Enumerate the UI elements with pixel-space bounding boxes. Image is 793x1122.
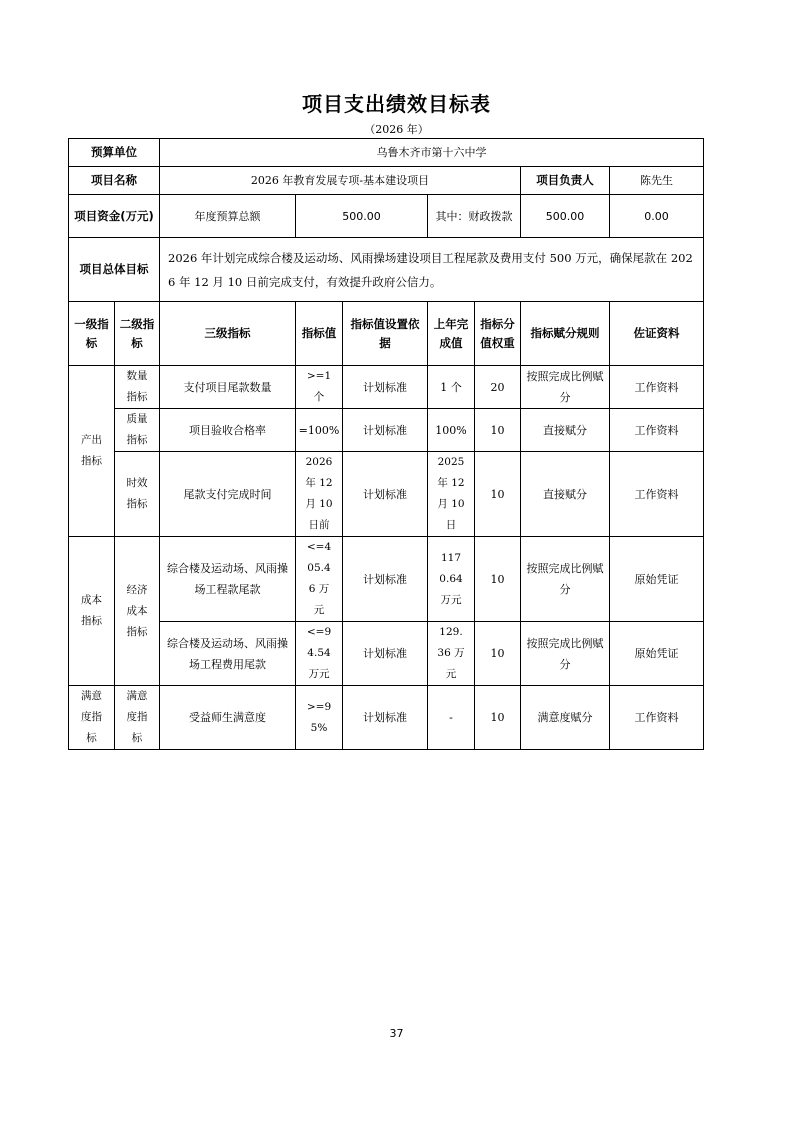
indicator-name: 综合楼及运动场、风雨操场工程款尾款 <box>160 537 296 622</box>
indicator-basis: 计划标准 <box>343 409 428 452</box>
annual-budget-value: 500.00 <box>296 195 428 238</box>
annual-budget-label: 年度预算总额 <box>160 195 296 238</box>
table-row <box>69 686 704 750</box>
indicator-target: >=1 个 <box>296 366 343 409</box>
indicator-evidence: 工作资料 <box>610 366 704 409</box>
header-level1: 一级指标 <box>69 302 115 366</box>
subgroup-economic: 经济成本指标 <box>115 537 160 686</box>
indicator-last-year: 2025 年 12 月 10 日 <box>428 452 475 537</box>
header-rule: 指标赋分规则 <box>521 302 610 366</box>
indicator-weight: 20 <box>475 366 521 409</box>
other-funds-value: 0.00 <box>610 195 704 238</box>
indicator-rule: 按照完成比例赋分 <box>521 622 610 686</box>
project-leader-value: 陈先生 <box>610 167 704 195</box>
header-target: 指标值 <box>296 302 343 366</box>
indicator-weight: 10 <box>475 409 521 452</box>
indicator-name: 尾款支付完成时间 <box>160 452 296 537</box>
subgroup-quantity: 数量指标 <box>115 366 160 409</box>
group-output: 产出指标 <box>69 366 115 537</box>
indicator-target: <=405.46 万元 <box>296 537 343 622</box>
document-title: 项目支出绩效目标表 <box>302 92 491 116</box>
indicator-weight: 10 <box>475 686 521 750</box>
indicator-name: 项目验收合格率 <box>160 409 296 452</box>
indicator-header-row <box>69 302 704 366</box>
indicator-basis: 计划标准 <box>343 452 428 537</box>
table-row <box>69 409 704 452</box>
group-satisfaction: 满意度指标 <box>69 686 115 750</box>
indicator-rule: 满意度赋分 <box>521 686 610 750</box>
document-year: （2026 年） <box>364 123 429 136</box>
project-name-label: 项目名称 <box>69 167 160 195</box>
indicator-rule: 按照完成比例赋分 <box>521 537 610 622</box>
overall-goal-text: 2026 年计划完成综合楼及运动场、风雨操场建设项目工程尾款及费用支付 500 万元，确保尾款在 2026 年 12 月 10 日前完成支付，有效提升政府公信力。 <box>160 238 704 302</box>
indicator-evidence: 工作资料 <box>610 686 704 750</box>
indicator-last-year: 129.36 万元 <box>428 622 475 686</box>
indicator-last-year: 1170.64 万元 <box>428 537 475 622</box>
subgroup-satisfaction: 满意度指标 <box>115 686 160 750</box>
indicator-evidence: 原始凭证 <box>610 537 704 622</box>
project-name-value: 2026 年教育发展专项-基本建设项目 <box>160 167 521 195</box>
indicator-name: 支付项目尾款数量 <box>160 366 296 409</box>
indicator-target: <=94.54 万元 <box>296 622 343 686</box>
indicator-name: 综合楼及运动场、风雨操场工程费用尾款 <box>160 622 296 686</box>
header-evidence: 佐证资料 <box>610 302 704 366</box>
indicator-basis: 计划标准 <box>343 366 428 409</box>
indicator-target: >=95% <box>296 686 343 750</box>
table-row <box>69 366 704 409</box>
indicator-rule: 直接赋分 <box>521 409 610 452</box>
indicator-weight: 10 <box>475 452 521 537</box>
project-leader-label: 项目负责人 <box>521 167 610 195</box>
table-row <box>69 452 704 537</box>
indicator-basis: 计划标准 <box>343 686 428 750</box>
table-row <box>69 537 704 622</box>
project-funds-label: 项目资金(万元) <box>69 195 160 238</box>
header-level2: 二级指标 <box>115 302 160 366</box>
indicator-target: 2026 年 12 月 10 日前 <box>296 452 343 537</box>
budget-unit-value: 乌鲁木齐市第十六中学 <box>160 139 704 167</box>
indicator-basis: 计划标准 <box>343 622 428 686</box>
project-name-row <box>69 167 704 195</box>
budget-unit-label: 预算单位 <box>69 139 160 167</box>
header-basis: 指标值设置依据 <box>343 302 428 366</box>
overall-goal-row <box>69 238 704 302</box>
indicator-last-year: 1 个 <box>428 366 475 409</box>
fiscal-appropriation-label: 其中：财政拨款 <box>428 195 521 238</box>
indicator-rule: 直接赋分 <box>521 452 610 537</box>
header-last-year: 上年完成值 <box>428 302 475 366</box>
page-number: 37 <box>389 1027 404 1040</box>
table-row <box>69 622 704 686</box>
group-cost: 成本指标 <box>69 537 115 686</box>
indicator-weight: 10 <box>475 537 521 622</box>
indicator-weight: 10 <box>475 622 521 686</box>
header-level3: 三级指标 <box>160 302 296 366</box>
indicator-evidence: 工作资料 <box>610 452 704 537</box>
indicator-name: 受益师生满意度 <box>160 686 296 750</box>
budget-unit-row <box>69 139 704 167</box>
project-funds-row <box>69 195 704 238</box>
indicator-basis: 计划标准 <box>343 537 428 622</box>
indicator-target: =100% <box>296 409 343 452</box>
indicator-rule: 按照完成比例赋分 <box>521 366 610 409</box>
performance-goal-table <box>68 138 704 750</box>
fiscal-appropriation-value: 500.00 <box>521 195 610 238</box>
subgroup-timeliness: 时效指标 <box>115 452 160 537</box>
indicator-evidence: 原始凭证 <box>610 622 704 686</box>
indicator-last-year: - <box>428 686 475 750</box>
subgroup-quality: 质量指标 <box>115 409 160 452</box>
indicator-evidence: 工作资料 <box>610 409 704 452</box>
indicator-last-year: 100% <box>428 409 475 452</box>
header-weight: 指标分值权重 <box>475 302 521 366</box>
overall-goal-label: 项目总体目标 <box>69 238 160 302</box>
